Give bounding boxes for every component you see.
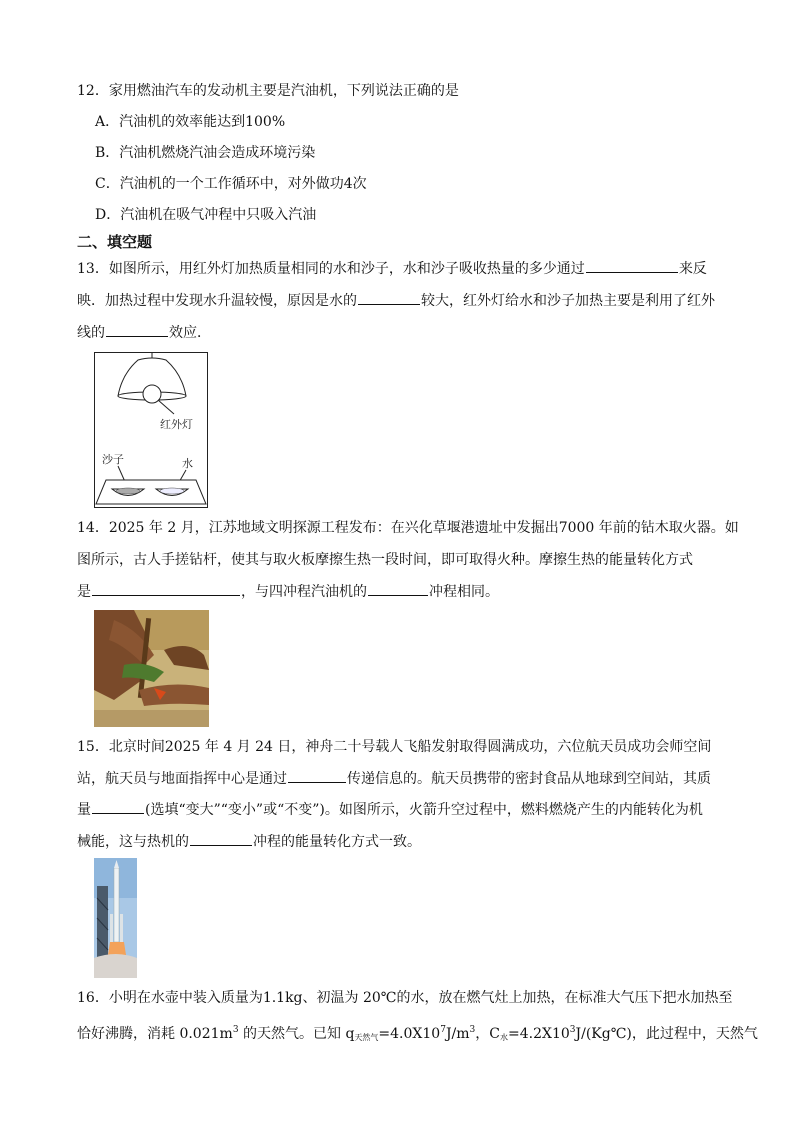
q12-option-a[interactable]: A．汽油机的效率能达到100% xyxy=(95,114,286,130)
q13-text: 映．加热过程中发现水升温较慢，原因是水的 xyxy=(77,293,357,309)
q16-text: J/(Kg℃)，此过程中，天然气 xyxy=(575,1026,758,1042)
ground xyxy=(94,710,209,727)
q12-option-c[interactable]: C．汽油机的一个工作循环中，对外做功4次 xyxy=(95,176,367,192)
question-13-line-3 xyxy=(77,322,211,343)
q13-text: 效应． xyxy=(169,325,211,341)
label-sand: 沙子 xyxy=(102,453,124,466)
q14-text: 是 xyxy=(77,584,91,600)
water-fill xyxy=(160,488,184,494)
question-16-line-2 xyxy=(77,1020,758,1048)
rocket-booster xyxy=(120,914,123,942)
question-14-line-1: 14．2025 年 2 月，江苏地域文明探源工程发布：在兴化草堰港遗址中发掘出7000 年前的钻木取火器。如 xyxy=(77,520,739,536)
q13-blank-1[interactable] xyxy=(586,258,678,273)
q14-text: 冲程相同。 xyxy=(429,584,499,600)
q16-sup: 7 xyxy=(440,1025,446,1035)
q13-blank-2[interactable] xyxy=(358,290,420,305)
q16-text: ，C xyxy=(475,1026,500,1042)
exhaust-smoke xyxy=(94,954,137,978)
question-15-line-1: 15．北京时间2025 年 4 月 24 日，神舟二十号载人飞船发射取得圆满成功，六位航天员成功会师空间 xyxy=(77,739,712,755)
question-14-line-3 xyxy=(77,581,499,602)
q13-text: 来反 xyxy=(678,261,707,277)
q13-blank-3[interactable] xyxy=(106,322,168,337)
q15-text: 传递信息的。航天员携带的密封食品从地球到空间站，其质 xyxy=(347,771,711,787)
sand-fill xyxy=(116,488,140,494)
q16-text: =4.0X10 xyxy=(378,1026,441,1042)
q16-sup: 3 xyxy=(569,1025,576,1035)
q14-blank-2[interactable] xyxy=(368,581,428,596)
rocket-launch-photo xyxy=(94,858,137,978)
question-15-line-4 xyxy=(77,831,421,852)
q13-text: 较大，红外灯给水和沙子加热主要是利用了红外 xyxy=(421,293,715,309)
q16-sup: 3 xyxy=(232,1025,239,1035)
q16-sub: 水 xyxy=(500,1033,508,1042)
q12-option-b[interactable]: B．汽油机燃烧汽油会造成环境污染 xyxy=(95,145,316,161)
q16-sup: 3 xyxy=(469,1025,476,1035)
table-surface xyxy=(96,480,206,504)
question-13-line-1 xyxy=(77,258,707,279)
question-12-stem: 12．家用燃油汽车的发动机主要是汽油机，下列说法正确的是 xyxy=(77,83,459,99)
q15-blank-1[interactable] xyxy=(288,768,346,783)
question-16-line-1: 16．小明在水壶中装入质量为1.1kg、初温为 20℃的水，放在燃气灶上加热，在标准大气压下把水加热至 xyxy=(77,990,733,1006)
q14-blank-1[interactable] xyxy=(92,581,240,596)
q13-text: 线的 xyxy=(77,325,105,341)
q15-text: 冲程的能量转化方式一致。 xyxy=(253,834,421,850)
q15-text: (选填“变大”“变小”或“不变”)。如图所示，火箭升空过程中，燃料燃烧产生的内能转化为机 xyxy=(145,802,703,818)
q13-text: 13．如图所示，用红外灯加热质量相同的水和沙子，水和沙子吸收热量的多少通过 xyxy=(77,261,585,277)
q16-text: J/m xyxy=(445,1026,470,1042)
q16-text: =4.2X10 xyxy=(508,1026,570,1042)
q15-blank-3[interactable] xyxy=(190,831,252,846)
question-14-line-2: 图所示，古人手搓钻杆，使其与取火板摩擦生热一段时间，即可取得火种。摩擦生热的能量转化方式 xyxy=(77,552,693,568)
q14-text: ，与四冲程汽油机的 xyxy=(241,584,367,600)
q16-text: 恰好沸腾，消耗 0.021m xyxy=(77,1026,233,1042)
q12-option-d[interactable]: D．汽油机在吸气冲程中只吸入汽油 xyxy=(95,207,317,223)
question-15-line-3 xyxy=(77,799,703,820)
section-heading-fill-in: 二、填空题 xyxy=(77,233,153,251)
fire-drill-illustration xyxy=(94,610,209,727)
q15-text: 械能，这与热机的 xyxy=(77,834,189,850)
q15-blank-2[interactable] xyxy=(92,799,144,814)
rocket-booster xyxy=(110,914,113,942)
infrared-lamp-figure xyxy=(94,352,208,508)
person-leg-icon xyxy=(139,684,209,706)
label-water: 水 xyxy=(182,457,193,470)
q15-text: 站，航天员与地面指挥中心是通过 xyxy=(77,771,287,787)
q15-text: 量 xyxy=(77,802,91,818)
rocket-icon xyxy=(114,868,119,942)
question-13-line-2 xyxy=(77,290,715,311)
question-15-line-2 xyxy=(77,768,711,789)
label-infrared-lamp: 红外灯 xyxy=(160,418,193,431)
q16-text: 的天然气。已知 q xyxy=(238,1026,355,1042)
q16-sub: 天然气 xyxy=(354,1033,379,1042)
